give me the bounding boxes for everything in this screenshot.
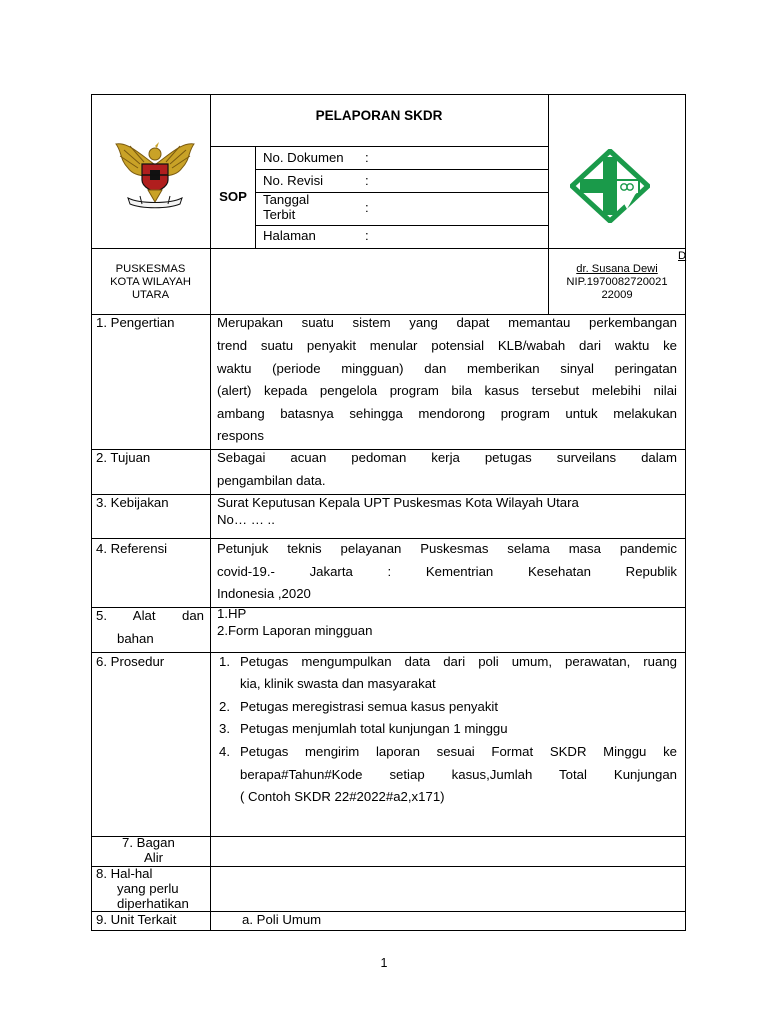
sop-label: SOP — [219, 189, 247, 204]
org-name-line3: UTARA — [131, 289, 170, 301]
org-name-line1: PUSKESMAS — [115, 263, 186, 275]
kebijakan-line2: No… … .. — [217, 512, 275, 527]
prosedur-step-num: 2. — [219, 699, 230, 714]
pengertian-line: waktu (periode mingguan) dan memberikan sinyal peringatan — [217, 361, 677, 376]
page-number: 1 — [380, 956, 388, 970]
alat-label-line2: bahan — [117, 631, 154, 646]
signer-nip-line2: 22009 — [601, 289, 633, 301]
pengertian-line: Merupakan suatu sistem yang dapat memantau perkembangan — [217, 315, 677, 330]
prosedur-step-text: Petugas menjumlah total kunjungan 1 minggu — [240, 721, 508, 736]
tujuan-line1: Sebagai acuan pedoman kerja petugas surveilans dalam — [217, 450, 677, 465]
signer-name: dr. Susana Dewi — [576, 263, 658, 275]
hal-label-line1: 8. Hal-hal — [96, 866, 153, 881]
prosedur-step-num: 1. — [219, 654, 230, 669]
field-halaman-colon: : — [365, 228, 369, 243]
field-halaman-label: Halaman — [263, 228, 316, 243]
org-name-line2: KOTA WILAYAH — [110, 276, 191, 288]
prosedur-step-text: Petugas mengumpulkan data dari poli umum, perawatan, ruang — [240, 654, 677, 669]
prosedur-label: 6. Prosedur — [96, 654, 165, 669]
bagan-label-line2: Alir — [144, 850, 164, 865]
field-no-dokumen-colon: : — [365, 150, 369, 165]
hal-label-line2: yang perlu — [117, 881, 179, 896]
document-title: PELAPORAN SKDR — [315, 108, 443, 123]
field-tanggal-colon: : — [365, 200, 369, 215]
unit-label: 9. Unit Terkait — [96, 912, 177, 927]
pengertian-line: (alert) kepada pengelola program bila kasus tersebut melebihi nilai — [217, 383, 677, 398]
pengertian-line: trend suatu penyakit menular potensial KLB/wabah dari waktu ke — [217, 338, 677, 353]
alat-item-1: 1.HP — [217, 606, 247, 621]
unit-item: a. Poli Umum — [242, 912, 322, 927]
signer-mark: D — [678, 250, 687, 262]
field-tanggal-label-2: Terbit — [263, 207, 296, 222]
pengertian-line: ambang batasnya sehingga mendorong program untuk melakukan — [217, 406, 677, 421]
alat-label-line1: 5. Alat dan — [96, 608, 204, 623]
tujuan-line2: pengambilan data. — [217, 473, 326, 488]
prosedur-step-num: 4. — [219, 744, 230, 759]
puskesmas-logo-icon — [570, 149, 650, 223]
field-no-dokumen-label: No. Dokumen — [263, 150, 344, 165]
referensi-label: 4. Referensi — [96, 541, 168, 556]
signer-nip-line1: NIP.1970082720021 — [566, 276, 668, 288]
kebijakan-line1: Surat Keputusan Kepala UPT Puskesmas Kota Wilayah Utara — [217, 495, 579, 510]
referensi-line1: Petunjuk teknis pelayanan Puskesmas selama masa pandemic — [217, 541, 677, 556]
referensi-line3: Indonesia ,2020 — [217, 586, 311, 601]
prosedur-step-text: Petugas meregistrasi semua kasus penyakit — [240, 699, 499, 714]
pengertian-last-line: respons — [217, 428, 264, 443]
garuda-emblem-icon — [110, 134, 200, 214]
pengertian-label: 1. Pengertian — [96, 315, 175, 330]
bagan-label-line1: 7. Bagan — [122, 835, 175, 850]
prosedur-step-num: 3. — [219, 721, 230, 736]
prosedur-step-text: kia, klinik swasta dan masyarakat — [240, 676, 436, 691]
alat-item-2: 2.Form Laporan mingguan — [217, 623, 373, 638]
prosedur-step-text: ( Contoh SKDR 22#2022#a2,x171) — [240, 789, 445, 804]
prosedur-step-text: Petugas mengirim laporan sesuai Format SKDR Minggu ke — [240, 744, 677, 759]
field-no-revisi-label: No. Revisi — [263, 173, 324, 188]
field-no-revisi-colon: : — [365, 173, 369, 188]
tujuan-label: 2. Tujuan — [96, 450, 151, 465]
kebijakan-label: 3. Kebijakan — [96, 495, 169, 510]
hal-label-line3: diperhatikan — [117, 896, 189, 911]
referensi-line2: covid-19.- Jakarta : Kementrian Kesehatan Republik — [217, 564, 677, 579]
field-tanggal-label-1: Tanggal — [263, 192, 310, 207]
prosedur-step-text: berapa#Tahun#Kode setiap kasus,Jumlah Total Kunjungan — [240, 767, 677, 782]
